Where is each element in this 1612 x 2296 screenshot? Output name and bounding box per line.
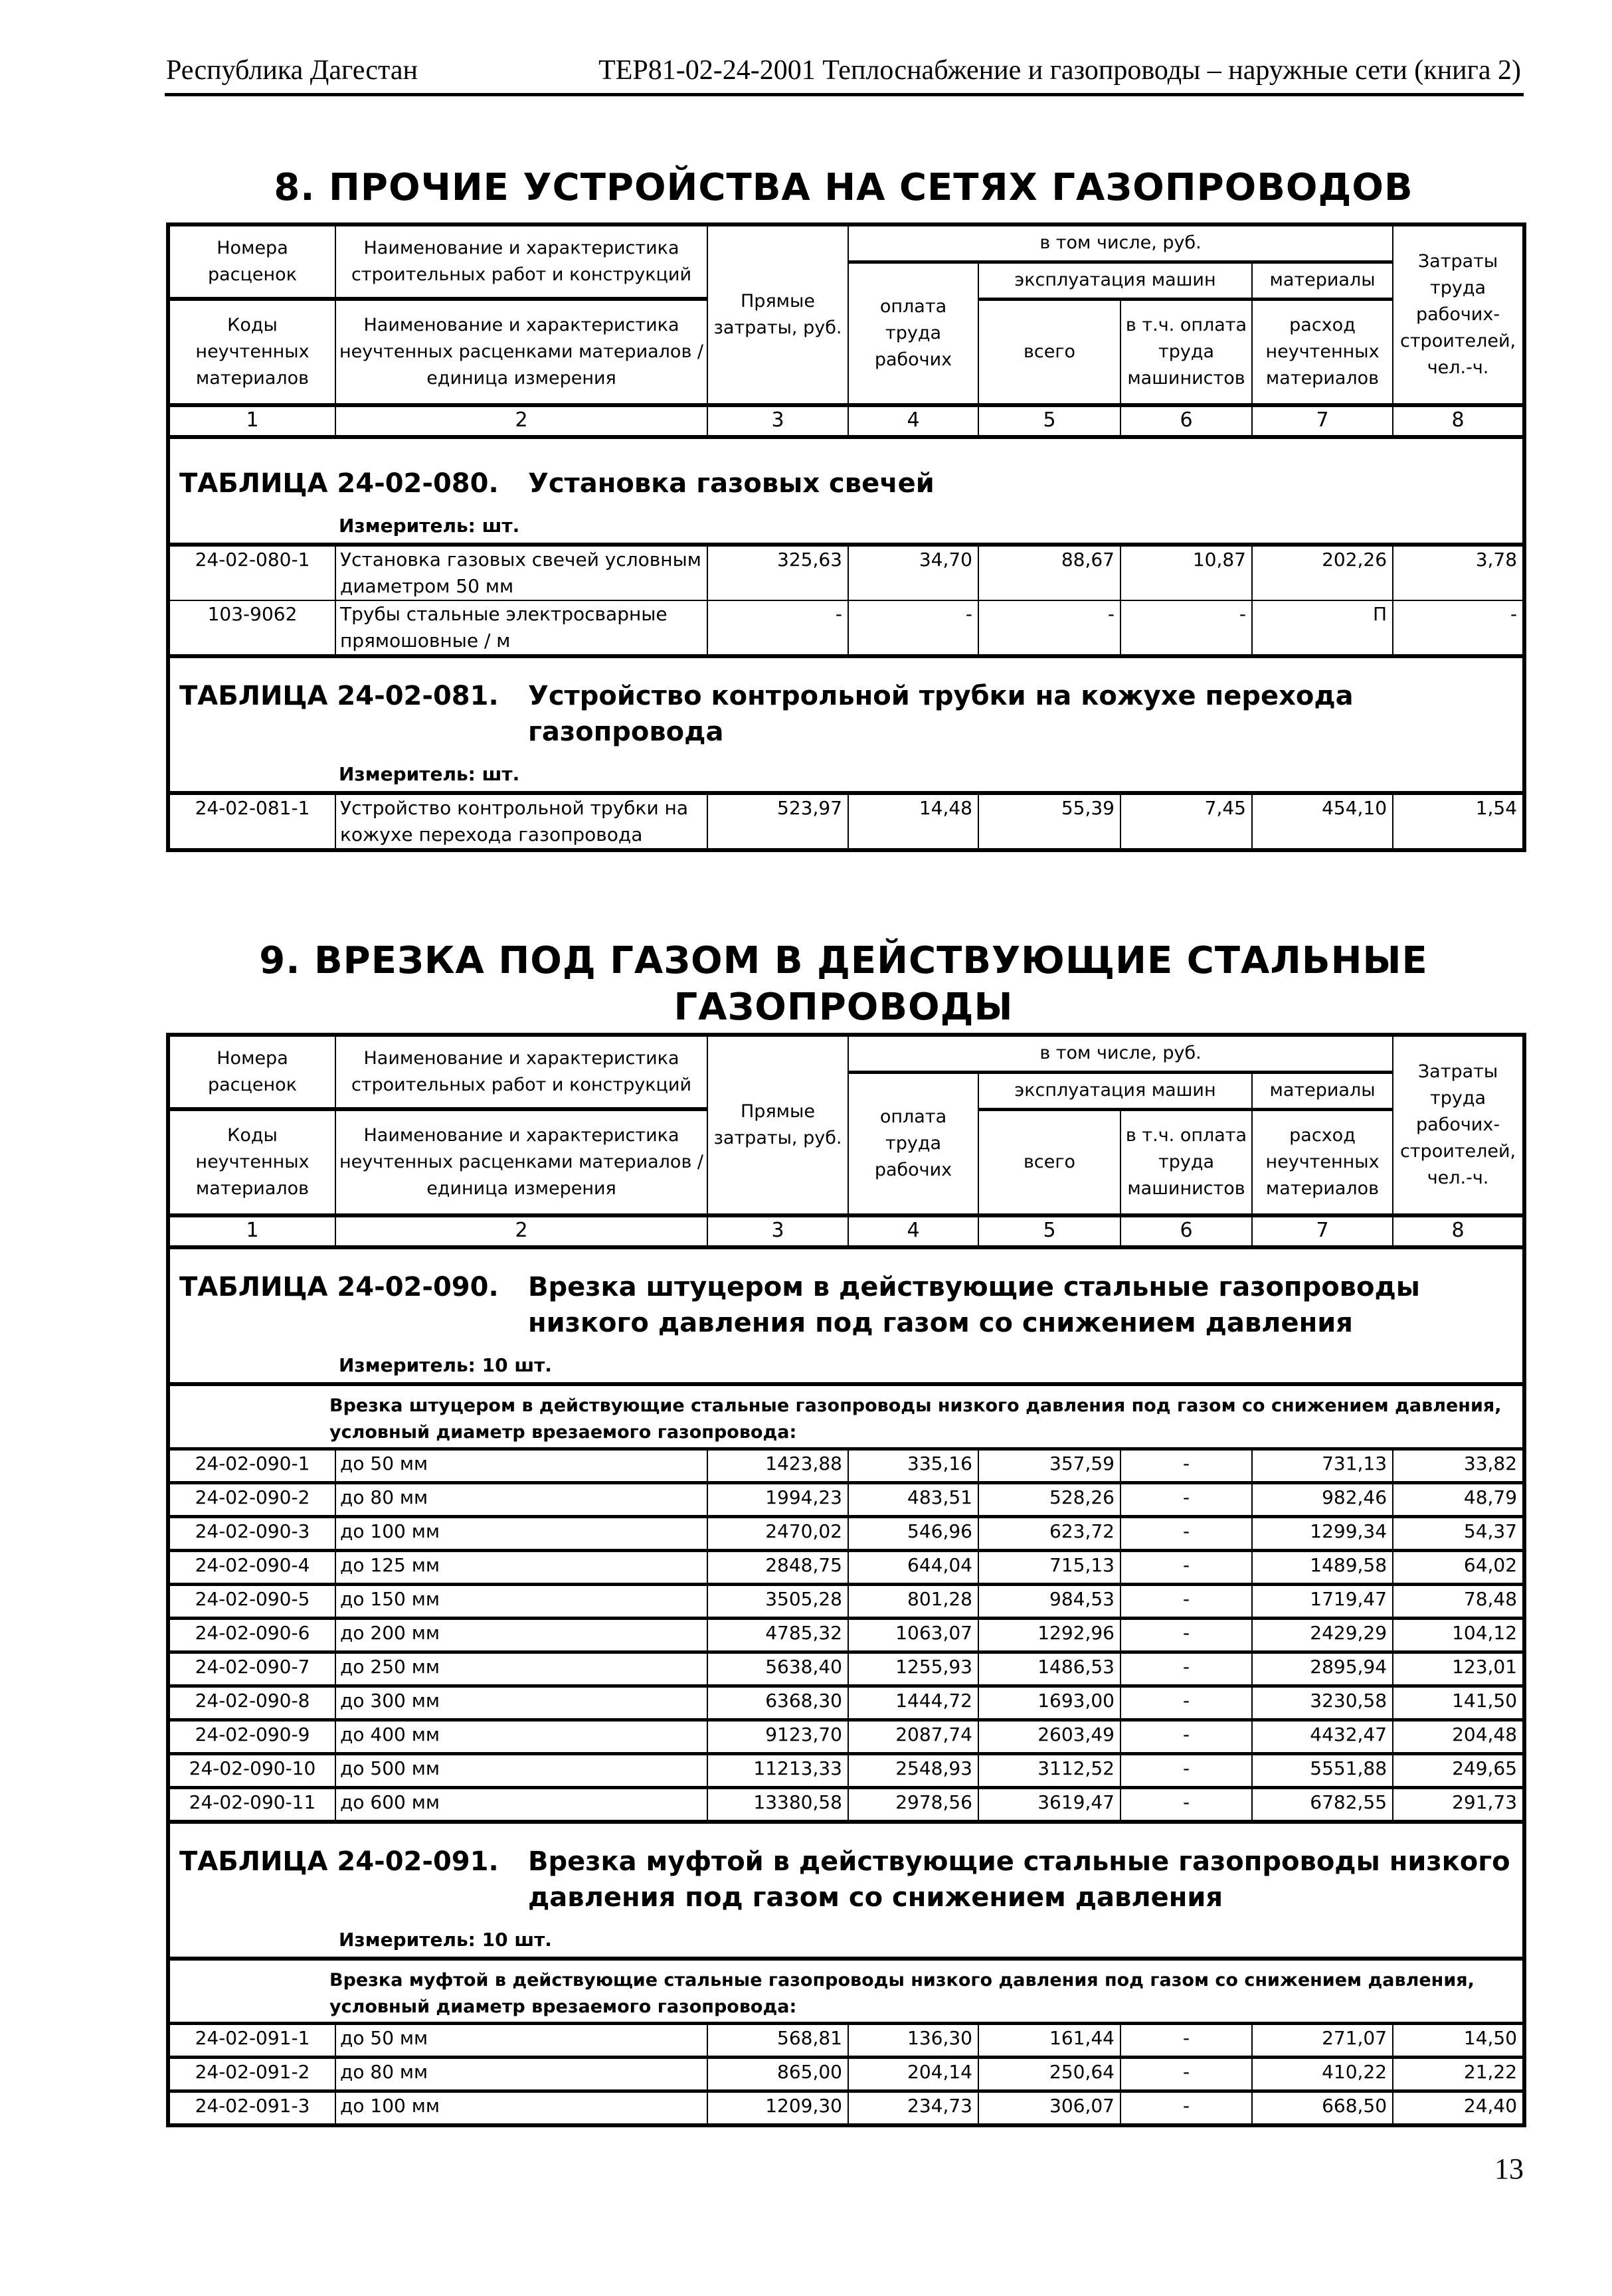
header-rule <box>165 93 1524 96</box>
header-document-title: ТЕР81-02-24-2001 Теплоснабжение и газопроводы – наружные сети (книга 2) <box>598 55 1521 86</box>
col-header-unaccounted-materials: расход неучтенных материалов <box>1252 1109 1393 1215</box>
machine-total: 1292,96 <box>978 1619 1120 1652</box>
worker-pay: 2978,56 <box>848 1788 978 1822</box>
machine-total: 1693,00 <box>978 1686 1120 1720</box>
table-unit: Измеритель: шт. <box>339 763 520 785</box>
materials: 410,22 <box>1252 2058 1393 2091</box>
rate-name: до 80 мм <box>335 2058 707 2091</box>
table-row <box>168 1551 1524 1585</box>
col-header-materials: материалы <box>1252 1072 1393 1109</box>
table-row <box>168 1754 1524 1788</box>
col-header-direct-costs: Прямые затраты, руб. <box>707 1035 848 1215</box>
col-header-unaccounted-materials: расход неучтенных материалов <box>1252 299 1393 405</box>
col-header-material-name: Наименование и характеристика неучтенных расценками материалов / единица измерения <box>335 299 707 405</box>
rates-table-section-9 <box>166 1033 1526 2127</box>
table-24-02-080 <box>168 437 1524 656</box>
worker-pay: 2087,74 <box>848 1720 978 1754</box>
col-header-machine-operation: эксплуатация машин <box>978 1072 1252 1109</box>
materials: 2429,29 <box>1252 1619 1393 1652</box>
rate-name: до 500 мм <box>335 1754 707 1788</box>
group-note: Врезка штуцером в действующие стальные газопроводы низкого давления под газом со снижением давления, условный диаметр врезаемого газопровода: <box>168 1384 1524 1449</box>
table-row <box>168 1483 1524 1517</box>
table-row <box>168 545 1524 600</box>
table-unit: Измеритель: 10 шт. <box>339 1354 552 1376</box>
col-header-material-codes: Коды неучтенных материалов <box>168 1109 335 1215</box>
direct-costs: 1209,30 <box>707 2091 848 2126</box>
labor-hours: 141,50 <box>1393 1686 1524 1720</box>
labor-hours: 54,37 <box>1393 1517 1524 1551</box>
rate-name: до 200 мм <box>335 1619 707 1652</box>
rate-name: до 50 мм <box>335 2024 707 2058</box>
labor-hours: 123,01 <box>1393 1652 1524 1686</box>
operator-pay: - <box>1120 1517 1252 1551</box>
worker-pay: 234,73 <box>848 2091 978 2126</box>
col-number: 1 <box>168 405 335 437</box>
section-title-9: 9. ВРЕЗКА ПОД ГАЗОМ В ДЕЙСТВУЮЩИЕ СТАЛЬНЫЕ ГАЗОПРОВОДЫ <box>259 939 1428 1029</box>
table-unit: Измеритель: 10 шт. <box>339 1929 552 1951</box>
col-header-materials: материалы <box>1252 262 1393 299</box>
machine-total: 88,67 <box>978 545 1120 600</box>
labor-hours: - <box>1393 600 1524 656</box>
table-title: Врезка муфтой в действующие стальные газопроводы низкого давления под газом со снижением давления <box>528 1846 1510 1913</box>
table-title: Устройство контрольной трубки на кожухе перехода газопровода <box>528 681 1354 747</box>
rate-name: до 125 мм <box>335 1551 707 1585</box>
rate-name: до 150 мм <box>335 1585 707 1619</box>
direct-costs: 3505,28 <box>707 1585 848 1619</box>
col-header-rate-numbers: Номера расценок <box>168 1035 335 1109</box>
header-region: Республика Дагестан <box>166 55 418 86</box>
machine-total: 1486,53 <box>978 1652 1120 1686</box>
col-number: 1 <box>168 1215 335 1247</box>
page-number: 13 <box>1494 2153 1524 2185</box>
rate-name: до 100 мм <box>335 2091 707 2126</box>
rate-code: 24-02-090-11 <box>168 1788 335 1822</box>
direct-costs: 865,00 <box>707 2058 848 2091</box>
rate-code: 24-02-090-10 <box>168 1754 335 1788</box>
col-number: 6 <box>1120 405 1252 437</box>
machine-total: 3112,52 <box>978 1754 1120 1788</box>
materials: 982,46 <box>1252 1483 1393 1517</box>
table-caption <box>179 1844 1513 1915</box>
labor-hours: 33,82 <box>1393 1449 1524 1483</box>
table-24-02-081 <box>168 656 1524 850</box>
table-row <box>168 2058 1524 2091</box>
col-header-work-name: Наименование и характеристика строительных работ и конструкций <box>335 224 707 299</box>
machine-total: 161,44 <box>978 2024 1120 2058</box>
worker-pay: 546,96 <box>848 1517 978 1551</box>
operator-pay: - <box>1120 1619 1252 1652</box>
labor-hours: 64,02 <box>1393 1551 1524 1585</box>
column-header <box>168 224 1524 437</box>
rate-code: 24-02-090-6 <box>168 1619 335 1652</box>
operator-pay: - <box>1120 1686 1252 1720</box>
direct-costs: 2848,75 <box>707 1551 848 1585</box>
materials: 6782,55 <box>1252 1788 1393 1822</box>
col-number: 3 <box>707 405 848 437</box>
labor-hours: 249,65 <box>1393 1754 1524 1788</box>
rate-code: 24-02-091-1 <box>168 2024 335 2058</box>
operator-pay: - <box>1120 1788 1252 1822</box>
col-header-work-name: Наименование и характеристика строительных работ и конструкций <box>335 1035 707 1109</box>
table-row <box>168 1619 1524 1652</box>
table-unit: Измеритель: шт. <box>339 515 520 537</box>
col-number: 7 <box>1252 405 1393 437</box>
table-label: ТАБЛИЦА 24-02-080. <box>179 468 499 499</box>
worker-pay: 136,30 <box>848 2024 978 2058</box>
rates-table-section-8 <box>166 222 1526 852</box>
direct-costs: 13380,58 <box>707 1788 848 1822</box>
table-row <box>168 2024 1524 2058</box>
direct-costs: 2470,02 <box>707 1517 848 1551</box>
operator-pay: - <box>1120 2091 1252 2126</box>
col-number: 4 <box>848 1215 978 1247</box>
rate-code: 24-02-090-8 <box>168 1686 335 1720</box>
rate-code: 24-02-090-1 <box>168 1449 335 1483</box>
table-label: ТАБЛИЦА 24-02-091. <box>179 1846 499 1877</box>
direct-costs: 6368,30 <box>707 1686 848 1720</box>
labor-hours: 1,54 <box>1393 793 1524 850</box>
rate-code: 24-02-090-5 <box>168 1585 335 1619</box>
section-title-8: 8. ПРОЧИЕ УСТРОЙСТВА НА СЕТЯХ ГАЗОПРОВОДОВ <box>274 166 1413 209</box>
direct-costs: 1423,88 <box>707 1449 848 1483</box>
col-header-including: в том числе, руб. <box>848 1035 1393 1072</box>
materials: 2895,94 <box>1252 1652 1393 1686</box>
machine-total: 623,72 <box>978 1517 1120 1551</box>
machine-total: 55,39 <box>978 793 1120 850</box>
labor-hours: 21,22 <box>1393 2058 1524 2091</box>
operator-pay: - <box>1120 1449 1252 1483</box>
direct-costs: 325,63 <box>707 545 848 600</box>
labor-hours: 3,78 <box>1393 545 1524 600</box>
col-header-worker-pay: оплата труда рабочих <box>848 1072 978 1215</box>
material-name: Трубы стальные электросварные прямошовные / м <box>335 600 707 656</box>
labor-hours: 14,50 <box>1393 2024 1524 2058</box>
direct-costs: 5638,40 <box>707 1652 848 1686</box>
labor-hours: 48,79 <box>1393 1483 1524 1517</box>
table-row <box>168 1788 1524 1822</box>
table-caption <box>179 1269 1513 1341</box>
materials: 4432,47 <box>1252 1720 1393 1754</box>
col-number: 4 <box>848 405 978 437</box>
table-caption <box>179 466 1513 501</box>
rate-name: Устройство контрольной трубки на кожухе перехода газопровода <box>335 793 707 850</box>
col-number: 2 <box>335 405 707 437</box>
direct-costs: 1994,23 <box>707 1483 848 1517</box>
col-number: 8 <box>1393 1215 1524 1247</box>
worker-pay: 14,48 <box>848 793 978 850</box>
direct-costs: 9123,70 <box>707 1720 848 1754</box>
worker-pay: 1444,72 <box>848 1686 978 1720</box>
rate-name: до 80 мм <box>335 1483 707 1517</box>
operator-pay: - <box>1120 1652 1252 1686</box>
col-header-labor-hours: Затраты труда рабочих-строителей, чел.-ч. <box>1393 1035 1524 1215</box>
col-header-material-codes: Коды неучтенных материалов <box>168 299 335 405</box>
table-row <box>168 600 1524 656</box>
material-code: 103-9062 <box>168 600 335 656</box>
materials: 1299,34 <box>1252 1517 1393 1551</box>
machine-total: 306,07 <box>978 2091 1120 2126</box>
col-number: 5 <box>978 405 1120 437</box>
operator-pay: - <box>1120 2058 1252 2091</box>
table-caption <box>179 678 1513 750</box>
rate-code: 24-02-091-2 <box>168 2058 335 2091</box>
labor-hours: 78,48 <box>1393 1585 1524 1619</box>
col-header-labor-hours: Затраты труда рабочих-строителей, чел.-ч. <box>1393 224 1524 405</box>
direct-costs: 4785,32 <box>707 1619 848 1652</box>
table-label: ТАБЛИЦА 24-02-081. <box>179 681 499 711</box>
operator-pay: - <box>1120 1754 1252 1788</box>
machine-total: 528,26 <box>978 1483 1120 1517</box>
worker-pay: - <box>848 600 978 656</box>
rate-code: 24-02-090-3 <box>168 1517 335 1551</box>
operator-pay: - <box>1120 1585 1252 1619</box>
rate-name: до 100 мм <box>335 1517 707 1551</box>
rate-code: 24-02-090-9 <box>168 1720 335 1754</box>
rate-name: до 300 мм <box>335 1686 707 1720</box>
worker-pay: 34,70 <box>848 545 978 600</box>
col-header-machine-operation: эксплуатация машин <box>978 262 1252 299</box>
rate-code: 24-02-080-1 <box>168 545 335 600</box>
table-24-02-090 <box>168 1247 1524 1822</box>
table-row <box>168 2091 1524 2126</box>
machine-total: 2603,49 <box>978 1720 1120 1754</box>
table-row <box>168 1720 1524 1754</box>
labor-hours: 204,48 <box>1393 1720 1524 1754</box>
operator-pay: 10,87 <box>1120 545 1252 600</box>
table-row <box>168 1585 1524 1619</box>
col-header-material-name: Наименование и характеристика неучтенных расценками материалов / единица измерения <box>335 1109 707 1215</box>
materials: 271,07 <box>1252 2024 1393 2058</box>
col-header-machine-total: всего <box>978 299 1120 405</box>
table-title: Установка газовых свечей <box>528 468 935 499</box>
direct-costs: - <box>707 600 848 656</box>
operator-pay: - <box>1120 600 1252 656</box>
worker-pay: 1063,07 <box>848 1619 978 1652</box>
worker-pay: 801,28 <box>848 1585 978 1619</box>
machine-total: 3619,47 <box>978 1788 1120 1822</box>
worker-pay: 335,16 <box>848 1449 978 1483</box>
col-header-including: в том числе, руб. <box>848 224 1393 262</box>
labor-hours: 24,40 <box>1393 2091 1524 2126</box>
rate-code: 24-02-091-3 <box>168 2091 335 2126</box>
col-number: 2 <box>335 1215 707 1247</box>
rate-name: до 250 мм <box>335 1652 707 1686</box>
col-number: 6 <box>1120 1215 1252 1247</box>
group-note: Врезка муфтой в действующие стальные газопроводы низкого давления под газом со снижением давления, условный диаметр врезаемого газопровода: <box>168 1959 1524 2024</box>
rate-code: 24-02-090-4 <box>168 1551 335 1585</box>
worker-pay: 2548,93 <box>848 1754 978 1788</box>
worker-pay: 204,14 <box>848 2058 978 2091</box>
direct-costs: 11213,33 <box>707 1754 848 1788</box>
col-header-direct-costs: Прямые затраты, руб. <box>707 224 848 405</box>
rate-name: до 50 мм <box>335 1449 707 1483</box>
col-header-machine-total: всего <box>978 1109 1120 1215</box>
materials: 5551,88 <box>1252 1754 1393 1788</box>
rate-name: до 600 мм <box>335 1788 707 1822</box>
col-header-rate-numbers: Номера расценок <box>168 224 335 299</box>
col-header-operator-pay: в т.ч. оплата труда машинистов <box>1120 1109 1252 1215</box>
col-number: 5 <box>978 1215 1120 1247</box>
operator-pay: - <box>1120 1551 1252 1585</box>
machine-total: 984,53 <box>978 1585 1120 1619</box>
materials: 1719,47 <box>1252 1585 1393 1619</box>
operator-pay: - <box>1120 1720 1252 1754</box>
labor-hours: 104,12 <box>1393 1619 1524 1652</box>
materials: 3230,58 <box>1252 1686 1393 1720</box>
materials: 731,13 <box>1252 1449 1393 1483</box>
col-number: 3 <box>707 1215 848 1247</box>
machine-total: - <box>978 600 1120 656</box>
machine-total: 250,64 <box>978 2058 1120 2091</box>
materials: 1489,58 <box>1252 1551 1393 1585</box>
machine-total: 715,13 <box>978 1551 1120 1585</box>
worker-pay: 644,04 <box>848 1551 978 1585</box>
column-header <box>168 1035 1524 1247</box>
rate-code: 24-02-090-2 <box>168 1483 335 1517</box>
machine-total: 357,59 <box>978 1449 1120 1483</box>
col-header-operator-pay: в т.ч. оплата труда машинистов <box>1120 299 1252 405</box>
table-row <box>168 1449 1524 1483</box>
direct-costs: 568,81 <box>707 2024 848 2058</box>
materials: 668,50 <box>1252 2091 1393 2126</box>
table-24-02-091 <box>168 1822 1524 2125</box>
table-row <box>168 1652 1524 1686</box>
operator-pay: - <box>1120 1483 1252 1517</box>
table-title: Врезка штуцером в действующие стальные газопроводы низкого давления под газом со снижением давления <box>528 1272 1420 1338</box>
table-row <box>168 793 1524 850</box>
col-number: 7 <box>1252 1215 1393 1247</box>
operator-pay: - <box>1120 2024 1252 2058</box>
rate-name: до 400 мм <box>335 1720 707 1754</box>
materials: П <box>1252 600 1393 656</box>
direct-costs: 523,97 <box>707 793 848 850</box>
table-row <box>168 1686 1524 1720</box>
materials: 454,10 <box>1252 793 1393 850</box>
labor-hours: 291,73 <box>1393 1788 1524 1822</box>
materials: 202,26 <box>1252 545 1393 600</box>
table-row <box>168 1517 1524 1551</box>
worker-pay: 483,51 <box>848 1483 978 1517</box>
rate-code: 24-02-090-7 <box>168 1652 335 1686</box>
worker-pay: 1255,93 <box>848 1652 978 1686</box>
rate-name: Установка газовых свечей условным диаметром 50 мм <box>335 545 707 600</box>
col-header-worker-pay: оплата труда рабочих <box>848 262 978 405</box>
col-number: 8 <box>1393 405 1524 437</box>
table-label: ТАБЛИЦА 24-02-090. <box>179 1272 499 1302</box>
operator-pay: 7,45 <box>1120 793 1252 850</box>
running-header <box>166 54 1521 94</box>
rate-code: 24-02-081-1 <box>168 793 335 850</box>
